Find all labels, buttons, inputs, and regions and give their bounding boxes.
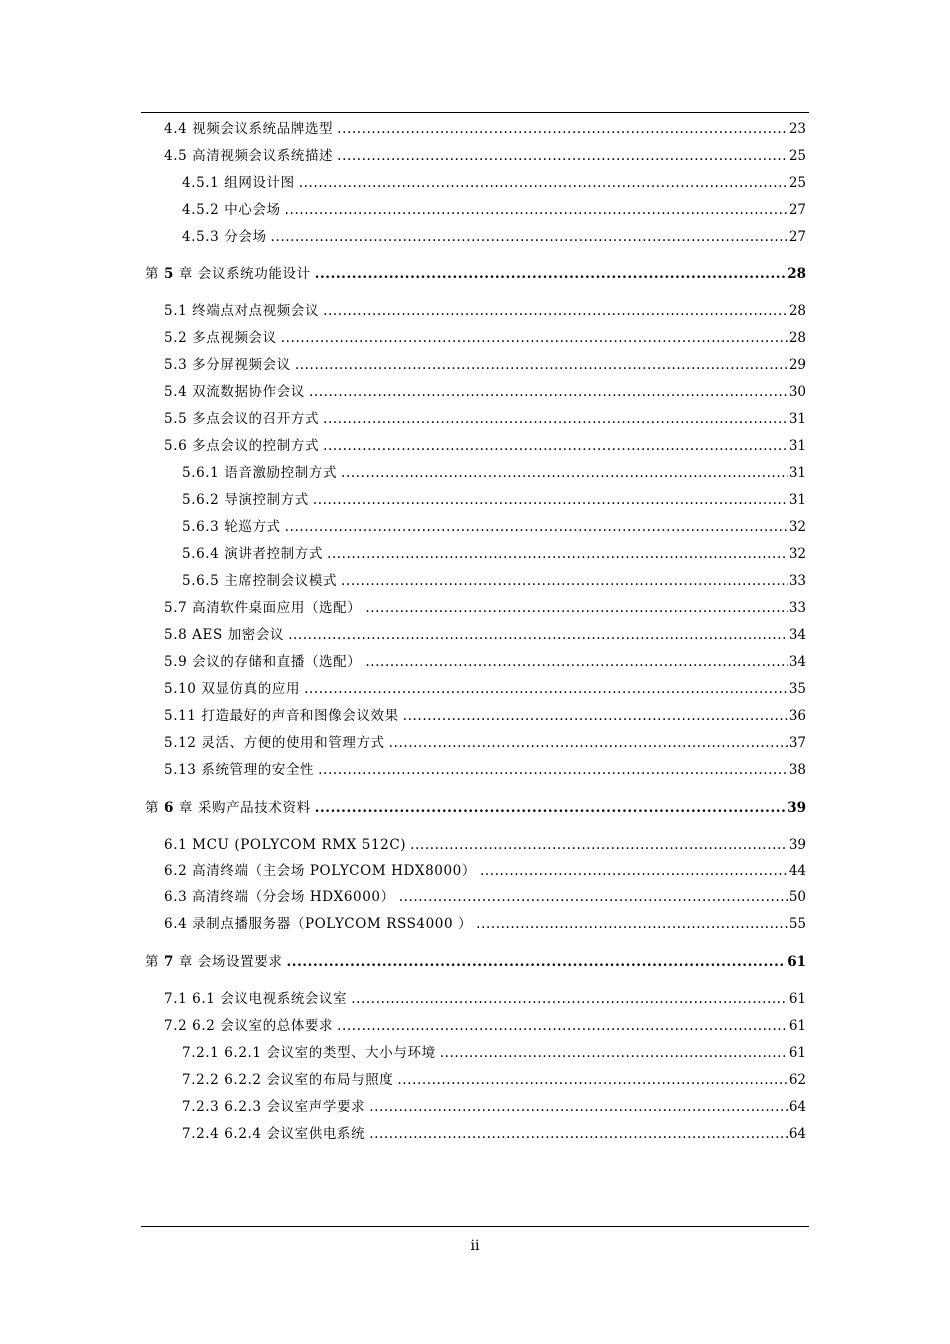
toc-dot-leader xyxy=(369,1098,788,1116)
toc-entry[interactable] xyxy=(164,836,806,854)
toc-page-number: 28 xyxy=(787,266,806,282)
toc-dot-leader xyxy=(337,120,788,138)
toc-entry-title: 5.13 系统管理的安全性 xyxy=(164,762,315,778)
toc-entry[interactable] xyxy=(164,120,806,138)
toc-entry[interactable] xyxy=(164,888,806,906)
toc-entry[interactable] xyxy=(182,228,806,246)
toc-entry[interactable] xyxy=(164,437,806,455)
toc-page-number: 34 xyxy=(788,654,806,670)
toc-chapter-entry[interactable] xyxy=(145,265,806,283)
chapter-number: 6 xyxy=(164,800,174,816)
chapter-prefix: 第 xyxy=(145,954,164,970)
toc-page-number: 61 xyxy=(787,954,806,970)
toc-entry-title xyxy=(145,953,282,971)
toc-dot-leader xyxy=(304,680,788,698)
toc-page-number: 33 xyxy=(788,573,806,589)
toc-dot-leader xyxy=(288,626,788,644)
chapter-title: 章 采购产品技术资料 xyxy=(174,800,311,816)
toc-entry-title: 5.6.3 轮巡方式 xyxy=(182,519,281,535)
footer-rule xyxy=(141,1226,809,1227)
toc-dot-leader xyxy=(323,437,788,455)
toc-dot-leader xyxy=(351,990,788,1008)
toc-page-number: 62 xyxy=(788,1072,806,1088)
toc-entry-title: 7.2.3 6.2.3 会议室声学要求 xyxy=(182,1099,366,1115)
toc-entry-title: 5.1 终端点对点视频会议 xyxy=(164,303,320,319)
toc-entry-title: 6.4 录制点播服务器（POLYCOM RSS4000 ） xyxy=(164,916,473,932)
toc-entry-title: 5.6.1 语音激励控制方式 xyxy=(182,465,338,481)
toc-entry-title: 4.5.3 分会场 xyxy=(182,229,267,245)
page-number: ii xyxy=(470,1238,480,1254)
toc-page-number: 31 xyxy=(788,465,806,481)
toc-entry-title: 5.6.2 导演控制方式 xyxy=(182,492,309,508)
toc-page-number: 27 xyxy=(788,202,806,218)
toc-entry[interactable] xyxy=(182,491,806,509)
toc-entry-title: 5.8 AES 加密会议 xyxy=(164,627,285,643)
toc-dot-leader xyxy=(318,761,788,779)
toc-entry[interactable] xyxy=(182,1071,806,1089)
toc-entry-title: 5.10 双显仿真的应用 xyxy=(164,681,301,697)
toc-page-number: 38 xyxy=(788,762,806,778)
toc-entry[interactable] xyxy=(164,862,806,880)
toc-entry-title: 6.1 MCU (POLYCOM RMX 512C) xyxy=(164,837,407,853)
toc-entry[interactable] xyxy=(182,1125,806,1143)
toc-entry-title: 4.5.2 中心会场 xyxy=(182,202,281,218)
chapter-title: 章 会场设置要求 xyxy=(174,954,283,970)
chapter-prefix: 第 xyxy=(145,266,164,282)
toc-dot-leader xyxy=(397,1071,787,1089)
toc-entry[interactable] xyxy=(164,653,806,671)
toc-entry-title: 7.2.1 6.2.1 会议室的类型、大小与环境 xyxy=(182,1045,436,1061)
toc-page-number: 64 xyxy=(788,1126,806,1142)
toc-dot-leader xyxy=(410,836,788,854)
toc-page-number: 28 xyxy=(788,330,806,346)
toc-page-number: 23 xyxy=(788,121,806,137)
chapter-prefix: 第 xyxy=(145,800,164,816)
toc-entry[interactable] xyxy=(182,174,806,192)
toc-entry[interactable] xyxy=(182,1044,806,1062)
toc-entry-title: 7.1 6.1 会议电视系统会议室 xyxy=(164,991,348,1007)
toc-entry-title: 5.4 双流数据协作会议 xyxy=(164,384,305,400)
toc-dot-leader xyxy=(286,953,786,971)
toc-entry-title: 7.2 6.2 会议室的总体要求 xyxy=(164,1018,334,1034)
toc-page-number: 39 xyxy=(787,800,806,816)
toc-dot-leader xyxy=(440,1044,788,1062)
toc-entry-title xyxy=(145,799,311,817)
toc-entry[interactable] xyxy=(164,410,806,428)
toc-page-number: 37 xyxy=(788,735,806,751)
toc-dot-leader xyxy=(365,653,787,671)
toc-dot-leader xyxy=(327,545,788,563)
toc-dot-leader xyxy=(365,599,787,617)
toc-page-number: 35 xyxy=(788,681,806,697)
toc-page-number: 50 xyxy=(788,889,806,905)
toc-dot-leader xyxy=(271,228,788,246)
toc-entry[interactable] xyxy=(164,707,806,725)
toc-dot-leader xyxy=(403,707,788,725)
toc-dot-leader xyxy=(399,888,788,906)
toc-dot-leader xyxy=(323,302,788,320)
toc-entry-title: 5.11 打造最好的声音和图像会议效果 xyxy=(164,708,399,724)
toc-dot-leader xyxy=(337,1017,788,1035)
toc-entry-title: 4.5.1 组网设计图 xyxy=(182,175,295,191)
toc-entry-title: 6.3 高清终端（分会场 HDX6000） xyxy=(164,889,395,905)
toc-page-number: 25 xyxy=(788,175,806,191)
toc-dot-leader xyxy=(309,383,788,401)
toc-page-number: 64 xyxy=(788,1099,806,1115)
toc-entry[interactable] xyxy=(164,626,806,644)
toc-entry-title: 7.2.4 6.2.4 会议室供电系统 xyxy=(182,1126,366,1142)
toc-dot-leader xyxy=(281,329,788,347)
toc-page-number: 27 xyxy=(788,229,806,245)
toc-entry-title: 5.6.4 演讲者控制方式 xyxy=(182,546,323,562)
toc-entry[interactable] xyxy=(164,990,806,1008)
toc-page-number: 31 xyxy=(788,411,806,427)
toc-page-number: 34 xyxy=(788,627,806,643)
toc-dot-leader xyxy=(313,491,788,509)
toc-entry-title: 4.5 高清视频会议系统描述 xyxy=(164,148,334,164)
toc-entry-title: 5.9 会议的存储和直播（选配） xyxy=(164,654,362,670)
toc-entry-title: 5.6 多点会议的控制方式 xyxy=(164,438,320,454)
toc-dot-leader xyxy=(337,147,788,165)
toc-chapter-entry[interactable] xyxy=(145,953,806,971)
toc-entry[interactable] xyxy=(164,383,806,401)
toc-dot-leader xyxy=(341,572,788,590)
toc-dot-leader xyxy=(341,464,788,482)
toc-dot-leader xyxy=(315,799,787,817)
toc-entry-title: 5.5 多点会议的召开方式 xyxy=(164,411,320,427)
toc-entry[interactable] xyxy=(182,1098,806,1116)
toc-dot-leader xyxy=(369,1125,788,1143)
toc-page-number: 61 xyxy=(788,991,806,1007)
toc-dot-leader xyxy=(389,734,788,752)
chapter-title: 章 会议系统功能设计 xyxy=(174,266,311,282)
toc-page-number: 25 xyxy=(788,148,806,164)
toc-page-number: 39 xyxy=(788,837,806,853)
chapter-number: 5 xyxy=(164,266,174,282)
toc-page-number: 29 xyxy=(788,357,806,373)
toc-dot-leader xyxy=(299,174,788,192)
toc-page-number: 61 xyxy=(788,1018,806,1034)
toc-dot-leader xyxy=(476,915,788,933)
toc-entry[interactable] xyxy=(164,302,806,320)
toc-page-number: 28 xyxy=(788,303,806,319)
toc-entry[interactable] xyxy=(164,915,806,933)
toc-entry-title: 5.12 灵活、方便的使用和管理方式 xyxy=(164,735,385,751)
toc-page-number: 61 xyxy=(788,1045,806,1061)
toc-page-number: 30 xyxy=(788,384,806,400)
toc-entry[interactable] xyxy=(164,147,806,165)
toc-page-number: 44 xyxy=(788,863,806,879)
toc-entry[interactable] xyxy=(182,464,806,482)
toc-entry[interactable] xyxy=(164,761,806,779)
toc-entry[interactable] xyxy=(164,356,806,374)
toc-dot-leader xyxy=(480,862,788,880)
toc-entry[interactable] xyxy=(182,572,806,590)
toc-entry[interactable] xyxy=(164,599,806,617)
toc-dot-leader xyxy=(295,356,788,374)
toc-page-number: 31 xyxy=(788,492,806,508)
toc-chapter-entry[interactable] xyxy=(145,799,806,817)
toc-entry[interactable] xyxy=(164,1017,806,1035)
toc-page-number: 55 xyxy=(788,916,806,932)
chapter-number: 7 xyxy=(164,954,174,970)
toc-dot-leader xyxy=(315,265,787,283)
toc-page-number: 32 xyxy=(788,546,806,562)
toc-entry-title: 6.2 高清终端（主会场 POLYCOM HDX8000） xyxy=(164,863,476,879)
toc-entry[interactable] xyxy=(164,329,806,347)
toc-page-number: 36 xyxy=(788,708,806,724)
toc-entry[interactable] xyxy=(182,518,806,536)
toc-page-number: 32 xyxy=(788,519,806,535)
toc-entry-title: 5.3 多分屏视频会议 xyxy=(164,357,291,373)
toc-entry[interactable] xyxy=(182,201,806,219)
toc-entry[interactable] xyxy=(164,680,806,698)
toc-entry-title: 5.2 多点视频会议 xyxy=(164,330,277,346)
toc-entry[interactable] xyxy=(164,734,806,752)
toc-entry-title: 4.4 视频会议系统品牌选型 xyxy=(164,121,334,137)
toc-entry-title xyxy=(145,265,311,283)
toc-entry-title: 5.7 高清软件桌面应用（选配） xyxy=(164,600,362,616)
toc-page-number: 31 xyxy=(788,438,806,454)
toc-page-number: 33 xyxy=(788,600,806,616)
toc-entry[interactable] xyxy=(182,545,806,563)
toc-entry-title: 7.2.2 6.2.2 会议室的布局与照度 xyxy=(182,1072,394,1088)
toc-dot-leader xyxy=(285,518,788,536)
toc-dot-leader xyxy=(323,410,788,428)
toc-entry-title: 5.6.5 主席控制会议模式 xyxy=(182,573,338,589)
toc-dot-leader xyxy=(285,201,788,219)
